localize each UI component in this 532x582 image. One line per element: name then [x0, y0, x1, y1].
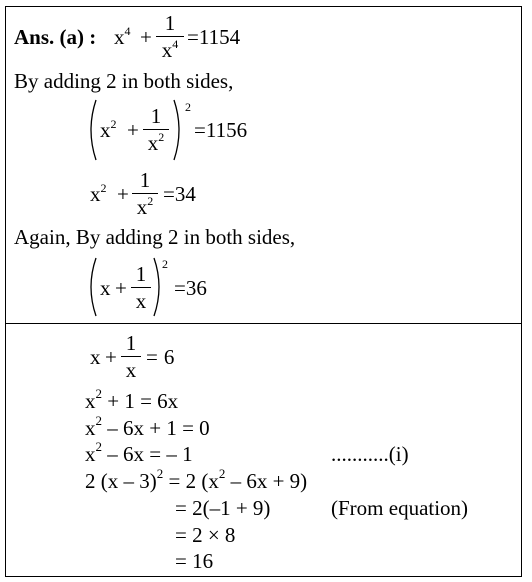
line7: = 2 × 8 [175, 523, 236, 547]
step3-fraction: 1 $x^2$ [132, 170, 158, 218]
step3-rhs: =34 [163, 182, 196, 206]
line2: $x^2 + 1 = 6x$ [85, 386, 179, 413]
step3-plus: + [117, 182, 129, 206]
step5-outer-exp: 2 [162, 257, 168, 271]
step1-text: By adding 2 in both sides, [14, 69, 234, 93]
line6: = 2(–1 + 9) [175, 496, 271, 520]
step5-plus: + [115, 276, 127, 300]
line1-fraction: 1 x [121, 333, 141, 381]
line4: $x^2 - 6x$ = – 1 [85, 439, 193, 466]
line1-rhs: = 6 [146, 345, 175, 369]
given-equals: =1154 [187, 25, 241, 49]
step4-text: Again, By adding 2 in both sides, [14, 225, 296, 249]
bottom-continuation-box [5, 323, 522, 577]
line3: $x^2 - 6x + 1 = 0$ [85, 413, 210, 440]
left-paren-icon [84, 98, 100, 162]
step2-rhs: =1156 [194, 118, 248, 142]
step2-fraction: 1 $x^2$ [143, 106, 169, 154]
line6-note: (From equation) [331, 496, 469, 520]
step3-var: $x^2$ [90, 181, 107, 206]
right-paren-icon [170, 98, 186, 162]
equation-tag: ...........(i) [331, 442, 409, 466]
given-plus: + [140, 25, 152, 49]
top-answer-box [5, 6, 522, 324]
line5: 2 (x – 3)$^2$ = 2 $(x^2 - 6x + 9)$ [85, 466, 308, 493]
line1-plus: + [105, 345, 117, 369]
given-fraction: 1 $x^4$ [156, 13, 184, 61]
left-paren-icon [84, 256, 100, 318]
step5-fraction: 1 x [131, 264, 151, 312]
answer-label: Ans. (a) : [14, 25, 97, 49]
step5-rhs: =36 [174, 276, 207, 300]
step5-var: x [100, 276, 111, 300]
step2-outer-exp: 2 [185, 100, 191, 114]
line8: = 16 [175, 549, 214, 573]
line1-var: x [90, 345, 101, 369]
step2-var: $x^2$ [100, 117, 117, 142]
step2-plus: + [127, 118, 139, 142]
given-lhs: $x^4$ [114, 24, 131, 49]
